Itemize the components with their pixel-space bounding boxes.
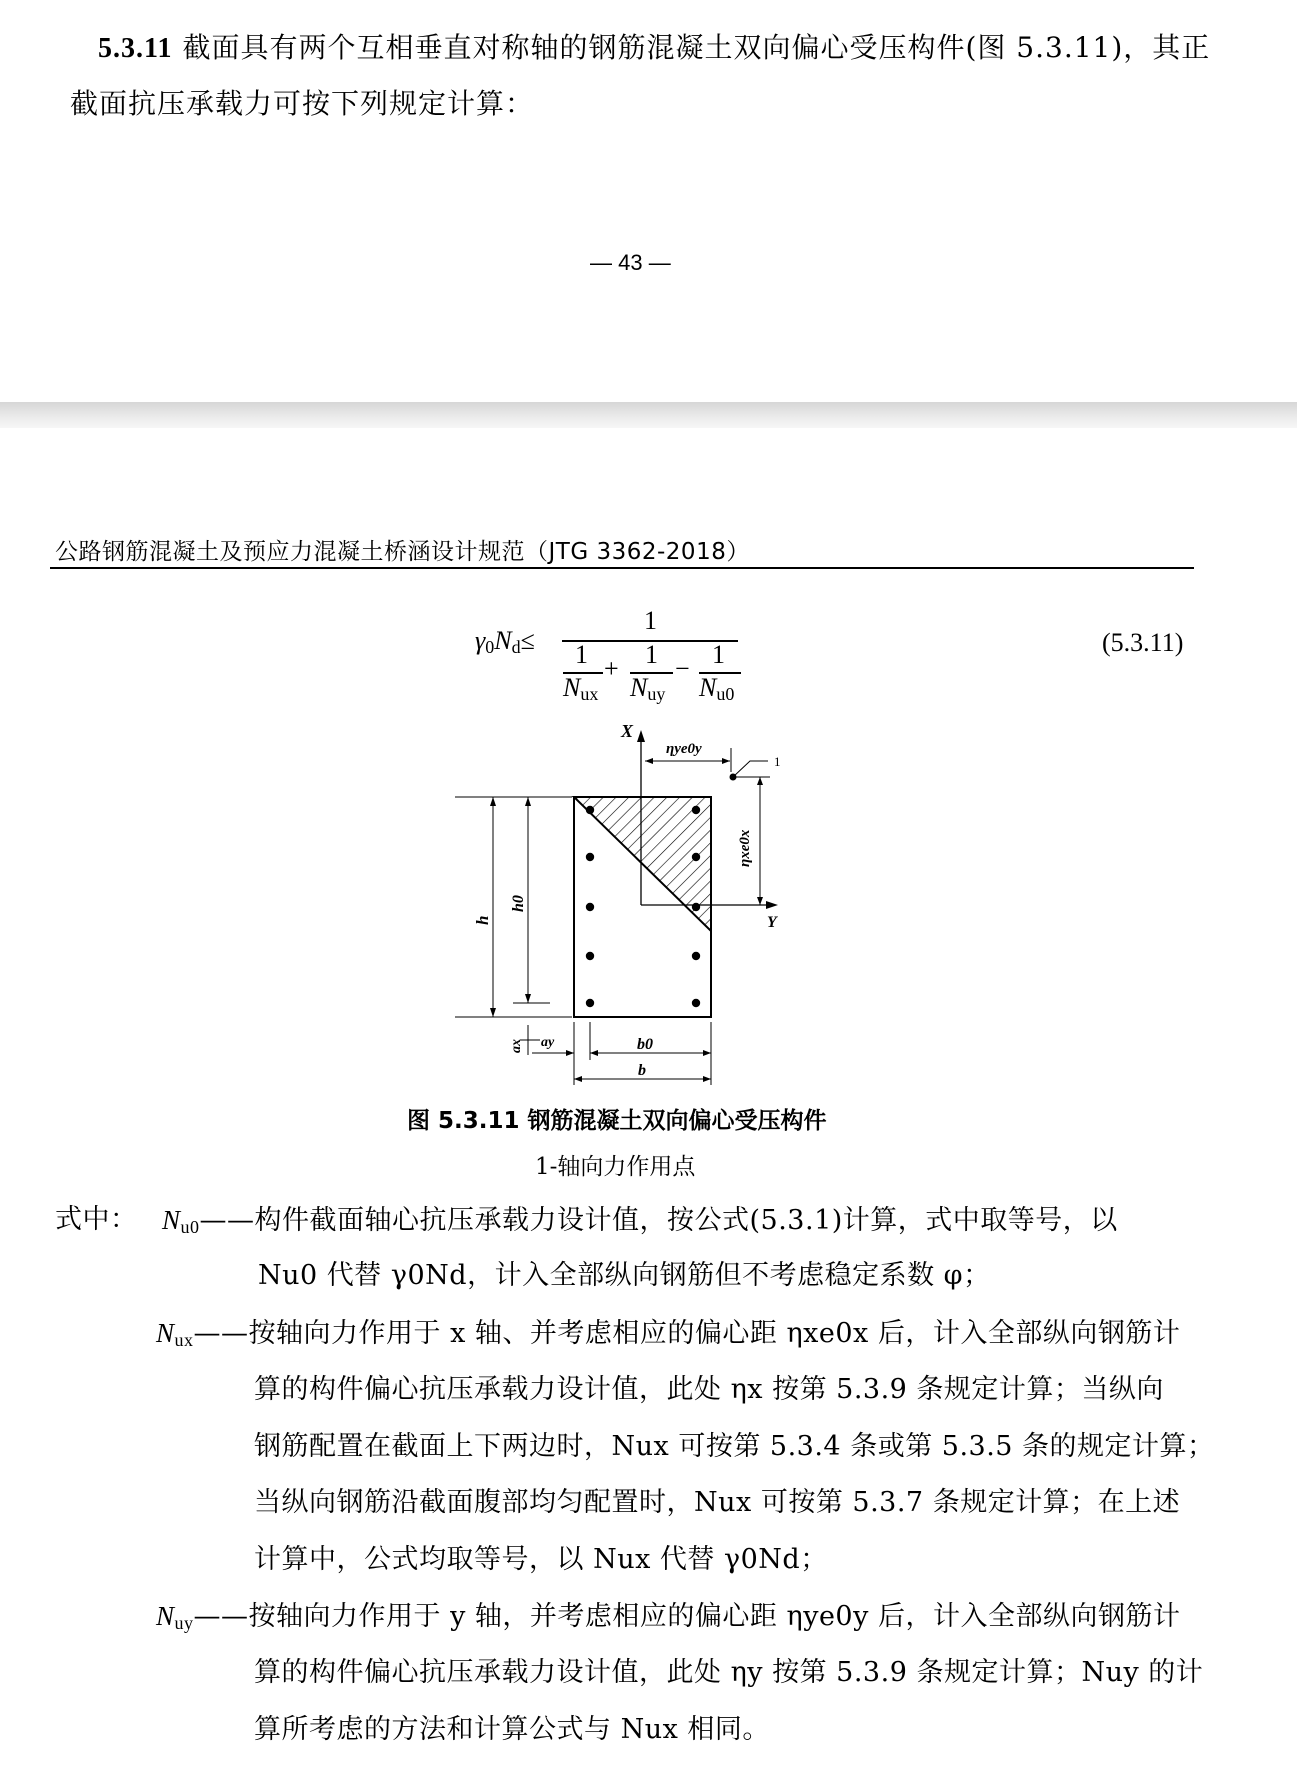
page-divider <box>0 402 1297 428</box>
def-nux-line-4: 当纵向钢筋沿截面腹部均匀配置时，Nux 可按第 5.3.7 条规定计算；在上述 <box>254 1487 1181 1518</box>
def-nux-line-3: 钢筋配置在截面上下两边时，Nux 可按第 5.3.4 条或第 5.3.5 条的规定计算； <box>254 1431 1215 1462</box>
figure-note: 1-轴向力作用点 <box>535 1154 696 1180</box>
page-number: — 43 — <box>590 250 671 275</box>
label-h0: h0 <box>510 895 527 912</box>
running-header: 公路钢筋混凝土及预应力混凝土桥涵设计规范（JTG 3362-2018） <box>55 539 750 565</box>
label-x: X <box>621 721 634 741</box>
y-axis-arrow <box>766 901 778 909</box>
label-eta-x-e0x: ηxe0x <box>737 829 753 867</box>
term2-numerator: 1 <box>645 640 658 669</box>
x-axis-arrow <box>637 730 645 742</box>
def-nux-line-1: Nux——按轴向力作用于 x 轴、并考虑相应的偏心距 ηxe0x 后，计入全部纵向钢筋计 <box>156 1318 1181 1350</box>
equation-lhs: γ0Nd≤ <box>475 626 535 657</box>
term1-denominator: Nux <box>563 673 599 704</box>
label-eta-y-e0y: ηye0y <box>666 741 702 757</box>
label-y: Y <box>767 914 777 931</box>
def-nux-line-2: 算的构件偏心抗压承载力设计值，此处 ηx 按第 5.3.9 条规定计算；当纵向 <box>254 1374 1164 1405</box>
def-nu0-line-1: Nu0——构件截面轴心抗压承载力设计值，按公式(5.3.1)计算，式中取等号，以 <box>162 1205 1118 1237</box>
clause-number: 5.3.11 <box>98 33 173 64</box>
intro-text-1: 截面具有两个互相垂直对称轴的钢筋混凝土双向偏心受压构件(图 5.3.11)，其正 <box>182 31 1211 64</box>
def-nu0-line-2: Nu0 代替 γ0Nd，计入全部纵向钢筋但不考虑稳定系数 φ； <box>258 1260 991 1291</box>
load-point-leader <box>733 761 768 777</box>
label-b0: b0 <box>637 1036 653 1053</box>
term3-denominator: Nu0 <box>699 673 735 704</box>
intro-paragraph-line-2: 截面抗压承载力可按下列规定计算： <box>70 87 535 120</box>
definitions-intro: 式中： <box>55 1204 138 1235</box>
header-rule <box>50 567 1194 569</box>
label-load-point: 1 <box>774 754 781 769</box>
section-figure <box>440 715 840 1095</box>
label-ay: ay <box>541 1035 555 1050</box>
equation-minus: − <box>675 654 690 683</box>
def-nux-line-5: 计算中，公式均取等号，以 Nux 代替 γ0Nd； <box>254 1544 828 1575</box>
def-nuy-line-2: 算的构件偏心抗压承载力设计值，此处 ηy 按第 5.3.9 条规定计算；Nuy 的计 <box>254 1657 1204 1688</box>
figure-caption: 图 5.3.11 钢筋混凝土双向偏心受压构件 <box>407 1108 827 1134</box>
term3-numerator: 1 <box>712 640 725 669</box>
equation-number: (5.3.11) <box>1102 628 1184 657</box>
label-ax: ax <box>509 1039 524 1053</box>
term1-numerator: 1 <box>575 640 588 669</box>
compression-zone-hatch <box>574 797 711 931</box>
label-h: h <box>473 915 492 925</box>
def-nuy-line-1: Nuy——按轴向力作用于 y 轴，并考虑相应的偏心距 ηye0y 后，计入全部纵向钢筋计 <box>156 1601 1181 1633</box>
equation-plus: + <box>604 654 619 683</box>
intro-paragraph-line-1 <box>98 28 1210 69</box>
label-b: b <box>638 1062 646 1079</box>
term2-denominator: Nuy <box>630 673 666 704</box>
equation-numerator: 1 <box>644 606 657 635</box>
def-nuy-line-3: 算所考虑的方法和计算公式与 Nux 相同。 <box>254 1714 770 1745</box>
